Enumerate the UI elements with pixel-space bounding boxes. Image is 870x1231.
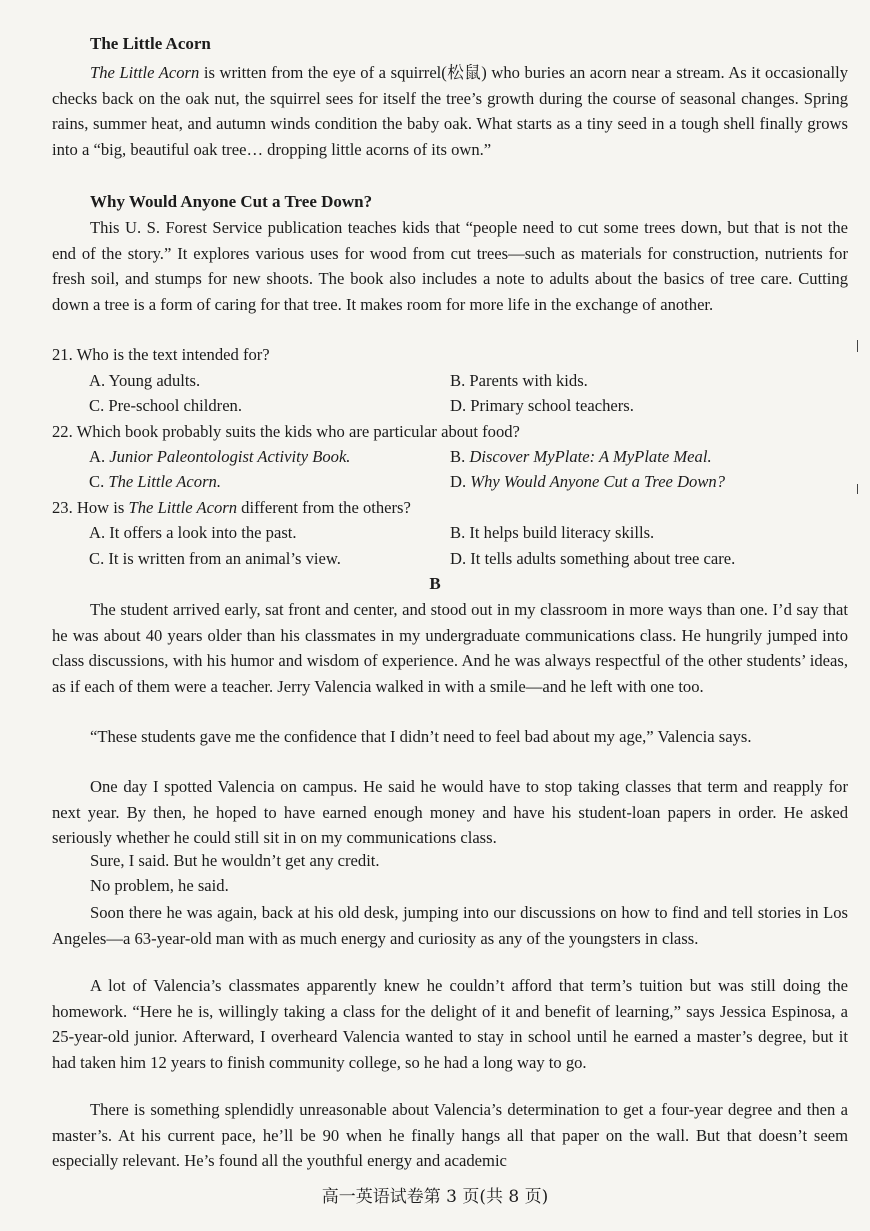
q23-option-b[interactable]: B. It helps build literacy skills. — [450, 523, 655, 542]
passage-b-paragraph-6: Soon there he was again, back at his old desk, jumping into our discussions on how to find and tell stories in Los Angeles—a 63-year-old man with as much energy and curiosity as any of the youngsters in class. — [52, 903, 848, 948]
passage-b-paragraph-3: One day I spotted Valencia on campus. He said he would have to stop taking classes that term and reapply for next year. By then, he hoped to have earned enough money and have his student-loan papers in order. He asked seriously whether he could still sit in on my communications class. — [52, 777, 848, 848]
q22-option-c[interactable] — [89, 469, 221, 494]
book-title-cut-tree: Why Would Anyone Cut a Tree Down? — [90, 192, 373, 211]
q22-option-d[interactable] — [450, 469, 725, 494]
question-22-stem: 22. Which book probably suits the kids who are particular about food? — [52, 422, 520, 441]
q23-stem-title: The Little Acorn — [128, 498, 238, 517]
q21-option-d[interactable]: D. Primary school teachers. — [450, 396, 634, 415]
q22-b-letter: B. — [450, 447, 470, 466]
q22-option-b[interactable] — [450, 444, 712, 469]
question-23-stem — [52, 495, 848, 520]
passage-b-paragraph-8: There is something splendidly unreasonable about Valencia’s determination to get a four-year degree and then a master’s. At his current pace, he’ll be 90 when he finally hangs all that paper on the wall. But that doesn’t seem especially relevant. He’s found all the youthful energy and academic — [52, 1100, 848, 1171]
book-description-little-acorn — [52, 60, 848, 162]
passage-b-paragraph-1: The student arrived early, sat front and center, and stood out in my classroom in more ways than one. I’d say that he was about 40 years older than his classmates in my undergraduate communications class. He hungrily jumped into class discussions, with his humor and wisdom of experience. And he was always respectful of the other students’ ideas, as if each of them were a teacher. Jerry Valencia walked in with a smile—and he left with one too. — [52, 600, 848, 696]
q22-c-letter: C. — [89, 472, 109, 491]
q22-option-a[interactable] — [89, 444, 350, 469]
passage-b-paragraph-7: A lot of Valencia’s classmates apparently knew he couldn’t afford that term’s tuition but was still doing the homework. “Here he is, willingly taking a class for the delight of it and benefit of learning,” says Jessica Espinosa, a 25-year-old junior. Afterward, I overheard Valencia wanted to stay in school until he earned a master’s degree, but it had taken him 12 years to finish community college, so he had a long way to go. — [52, 976, 848, 1072]
book-description-cut-tree: This U. S. Forest Service publication teaches kids that “people need to cut some trees down, but that is not the end of the story.” It explores various uses for wood from cut trees—such as materials for construction, nutrients for fresh soil, and stumps for new shoots. The book also includes a note to adults about the basics of tree care. Cutting down a tree is a form of caring for that tree. It makes room for more life in the exchange of another. — [52, 218, 848, 314]
q23-stem-prefix: 23. How is — [52, 498, 129, 517]
question-21-stem: 21. Who is the text intended for? — [52, 345, 270, 364]
q22-d-title: Why Would Anyone Cut a Tree Down? — [470, 472, 726, 491]
book-title-italic: The Little Acorn — [90, 63, 200, 82]
q22-d-letter: D. — [450, 472, 471, 491]
margin-mark — [857, 484, 858, 494]
q22-b-title: Discover MyPlate: A MyPlate Meal. — [469, 447, 712, 466]
q22-c-title: The Little Acorn. — [108, 472, 221, 491]
passage-b-paragraph-5: No problem, he said. — [90, 876, 229, 895]
book-title-little-acorn: The Little Acorn — [90, 34, 211, 53]
q23-stem-suffix: different from the others? — [237, 498, 411, 517]
q23-option-c[interactable]: C. It is written from an animal’s view. — [89, 549, 341, 568]
section-heading-b: B — [429, 574, 441, 593]
page-footer: 高一英语试卷第 3 页(共 8 页) — [321, 1187, 549, 1207]
book-description-text: is written from the eye of a squirrel(松鼠) who buries an acorn near a stream. As it occasionally checks back on the oak nut, the squirrel sees for itself the tree’s growth during the course of seasonal changes. Spring rains, summer heat, and autumn winds condition the baby oak. What starts as a tiny seed in a tough shell finally grows into a “big, beautiful oak tree… dropping little acorns of its own.” — [52, 63, 848, 159]
q21-option-a[interactable]: A. Young adults. — [89, 371, 201, 390]
q23-option-d[interactable]: D. It tells adults something about tree care. — [450, 549, 736, 568]
passage-b-paragraph-2: “These students gave me the confidence that I didn’t need to feel bad about my age,” Valencia says. — [90, 727, 752, 746]
passage-b-paragraph-4: Sure, I said. But he wouldn’t get any credit. — [90, 851, 380, 870]
q23-option-a[interactable]: A. It offers a look into the past. — [89, 523, 297, 542]
q22-a-title: Junior Paleontologist Activity Book. — [109, 447, 351, 466]
q21-option-b[interactable]: B. Parents with kids. — [450, 371, 588, 390]
q22-a-letter: A. — [89, 447, 110, 466]
q21-option-c[interactable]: C. Pre-school children. — [89, 396, 242, 415]
margin-mark — [857, 340, 858, 352]
